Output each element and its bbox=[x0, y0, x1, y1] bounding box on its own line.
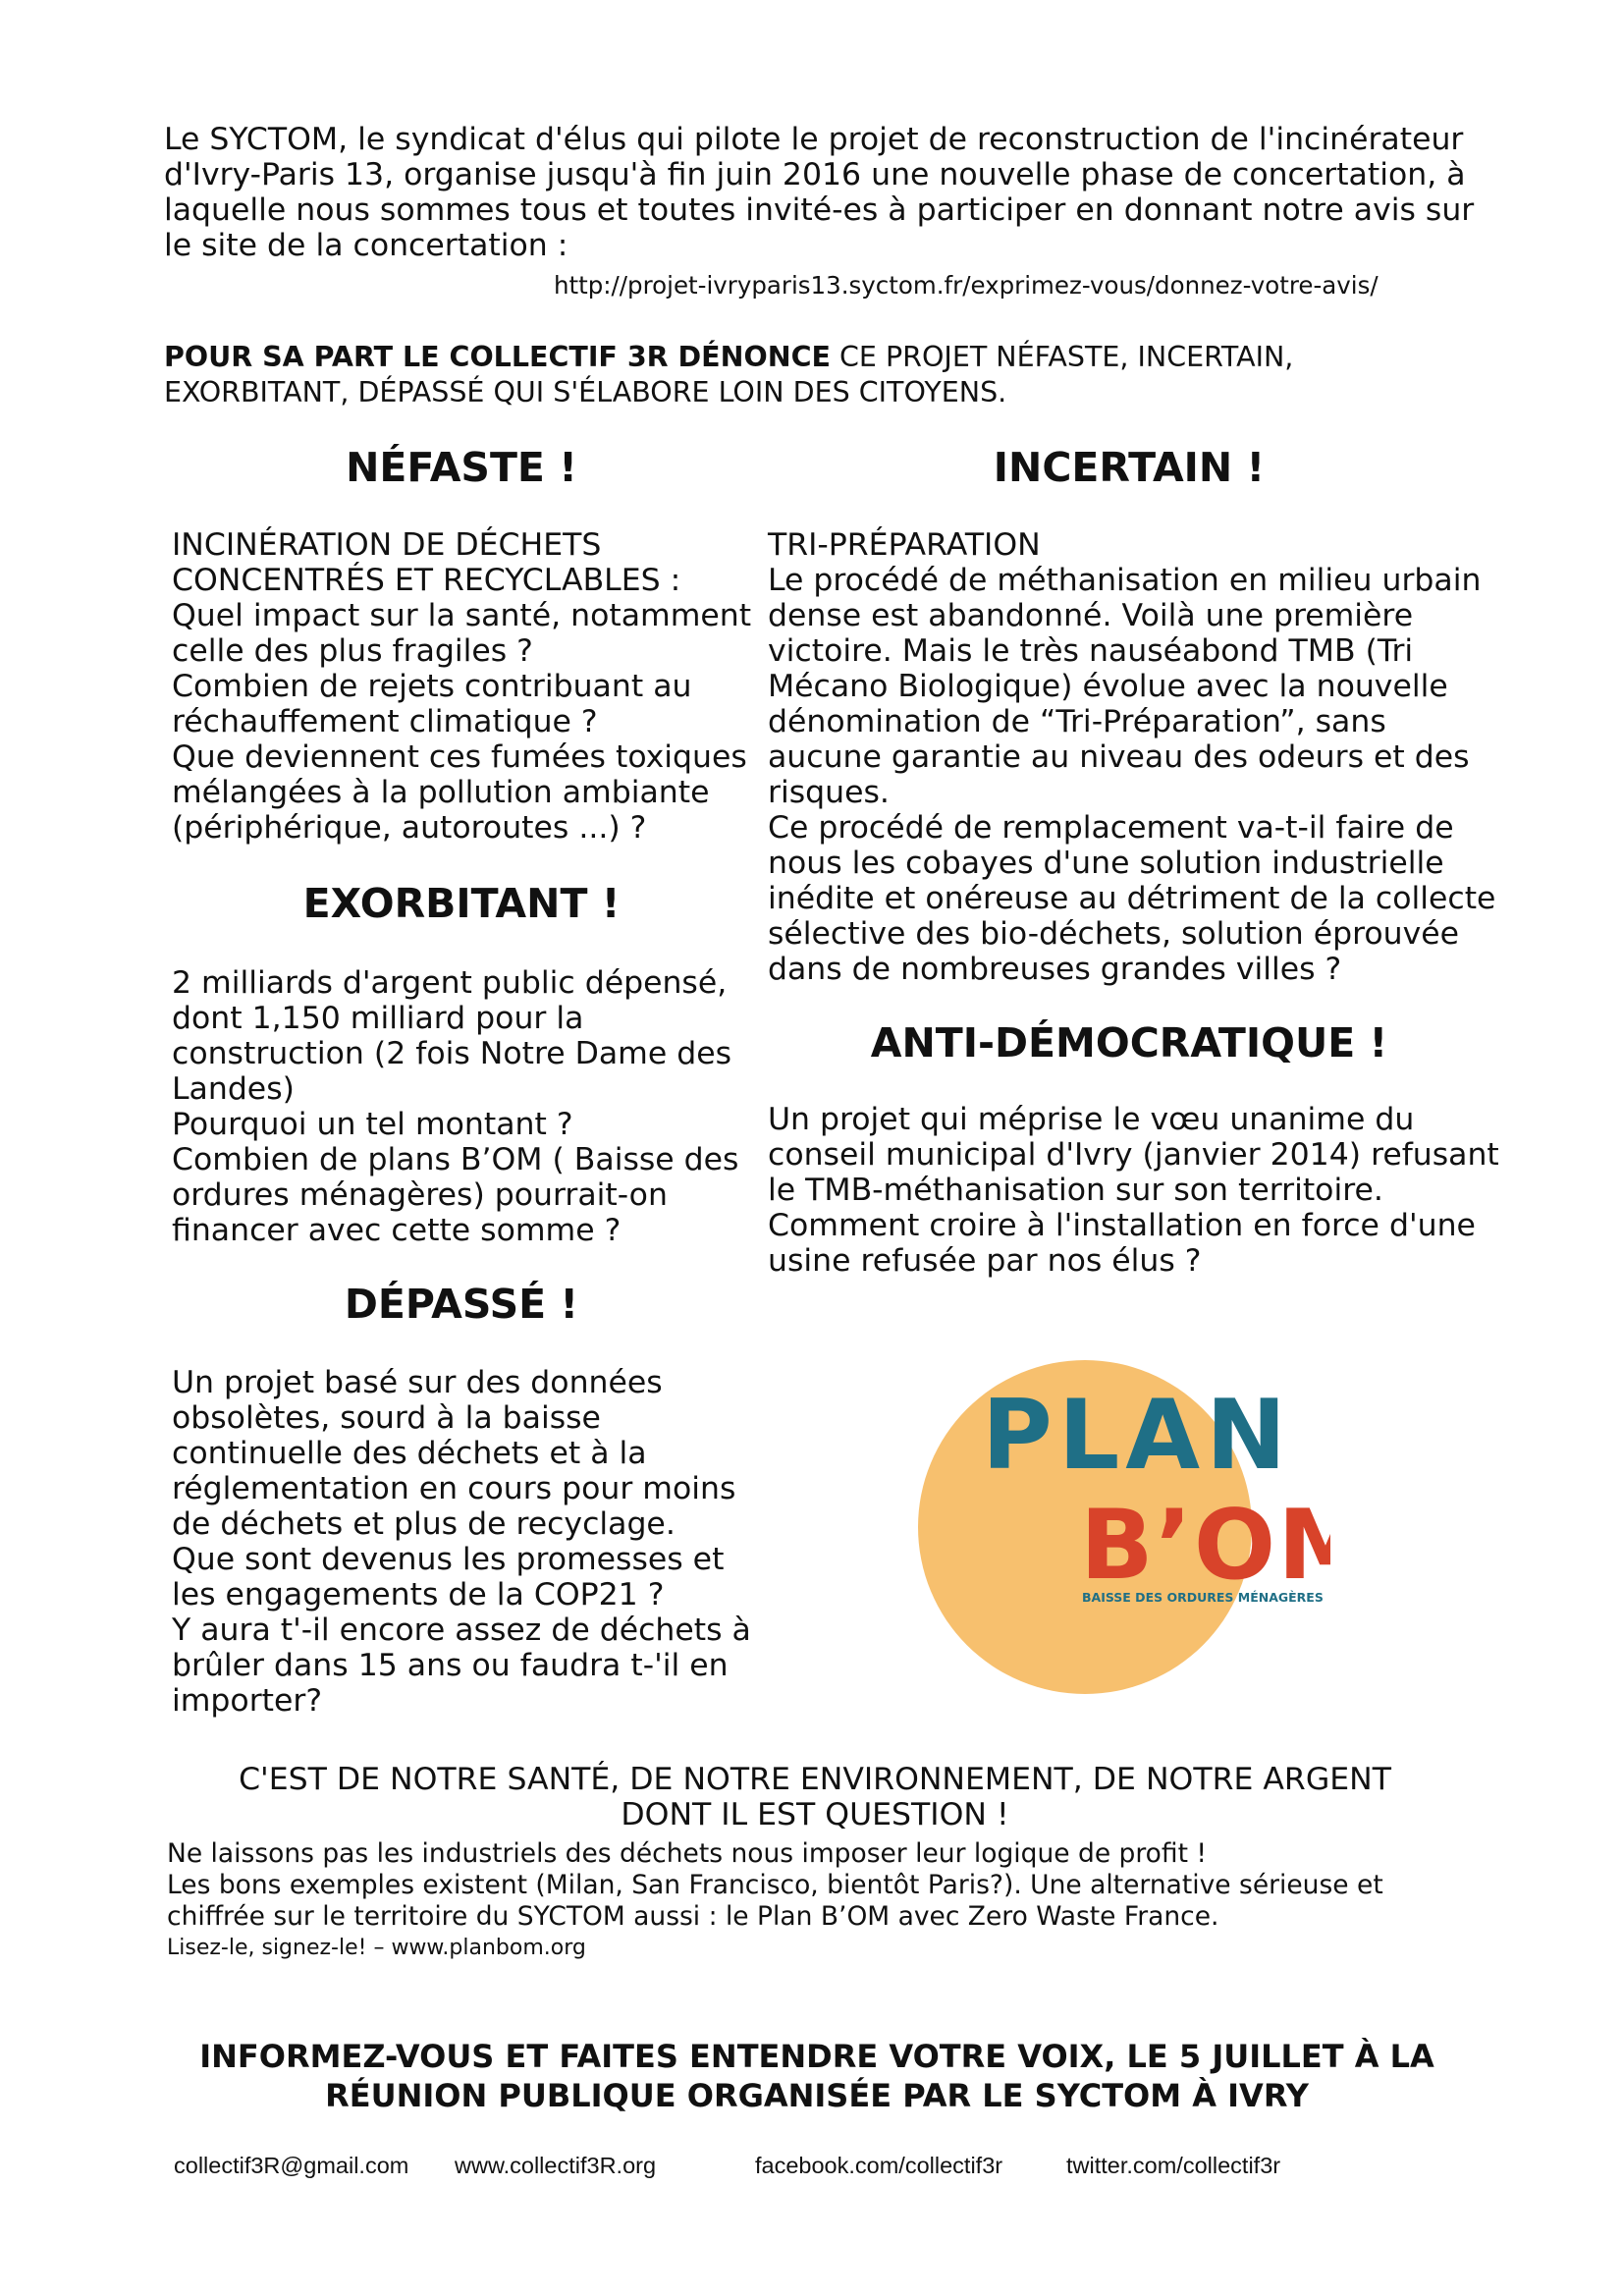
intro-paragraph bbox=[164, 122, 1475, 263]
intro-line: le site de la concertation : bbox=[164, 228, 568, 263]
footer-website[interactable]: www.collectif3R.org bbox=[455, 2153, 657, 2178]
body-line: sélective des bio-déchets, solution éprouvée bbox=[768, 916, 1459, 952]
body-line: nous les cobayes d'une solution industrielle bbox=[768, 846, 1444, 881]
logo-bom-text: B’OM bbox=[1080, 1490, 1330, 1602]
body-line: continuelle des déchets et à la bbox=[172, 1436, 647, 1471]
body-line: aucune garantie au niveau des odeurs et des bbox=[768, 739, 1470, 775]
section-body-nefaste bbox=[172, 527, 751, 846]
body-line: Mécano Biologique) évolue avec la nouvelle bbox=[768, 669, 1448, 704]
body-line: CONCENTRÉS ET RECYCLABLES : bbox=[172, 563, 681, 598]
footer-facebook[interactable]: facebook.com/collectif3r bbox=[755, 2153, 1003, 2178]
body-line: Ce procédé de remplacement va-t-il faire de bbox=[768, 810, 1454, 846]
section-title-antidemocratique: ANTI-DÉMOCRATIQUE ! bbox=[870, 1019, 1388, 1066]
body-line: celle des plus fragiles ? bbox=[172, 633, 533, 669]
footer-email[interactable]: collectif3R@gmail.com bbox=[174, 2153, 409, 2178]
body-line: Le procédé de méthanisation en milieu urbain bbox=[768, 563, 1482, 598]
body-line: Landes) bbox=[172, 1071, 295, 1107]
closing-headline bbox=[167, 1762, 1463, 1832]
call-to-action bbox=[164, 2037, 1470, 2115]
body-line: obsolètes, sourd à la baisse bbox=[172, 1400, 601, 1436]
body-line: dénomination de “Tri-Préparation”, sans bbox=[768, 704, 1386, 739]
body-line: dans de nombreuses grandes villes ? bbox=[768, 952, 1342, 987]
section-title-depasse: DÉPASSÉ ! bbox=[344, 1281, 579, 1328]
body-line: risques. bbox=[768, 775, 890, 810]
logo-plan-text: PLAN bbox=[982, 1380, 1293, 1492]
denonce-statement bbox=[164, 340, 1440, 410]
section-title-exorbitant: EXORBITANT ! bbox=[302, 880, 621, 927]
section-body-exorbitant bbox=[172, 965, 738, 1248]
body-line: Que deviennent ces fumées toxiques bbox=[172, 739, 747, 775]
cta-line2: RÉUNION PUBLIQUE ORGANISÉE PAR LE SYCTOM À IVRY bbox=[325, 2077, 1309, 2114]
intro-line: laquelle nous sommes tous et toutes invité-es à participer en donnant notre avis sur bbox=[164, 192, 1475, 228]
body-line: TRI-PRÉPARATION bbox=[768, 527, 1041, 563]
body-line: usine refusée par nos élus ? bbox=[768, 1243, 1202, 1279]
section-title-incertain: INCERTAIN ! bbox=[993, 444, 1266, 491]
body-line: inédite et onéreuse au détriment de la collecte bbox=[768, 881, 1496, 916]
body-line: financer avec cette somme ? bbox=[172, 1213, 622, 1248]
planbom-link[interactable]: Lisez-le, signez-le! – www.planbom.org bbox=[167, 1936, 586, 1960]
section-title-nefaste: NÉFASTE ! bbox=[346, 444, 577, 491]
closing-line: Les bons exemples existent (Milan, San Francisco, bientôt Paris?). Une alternative sérieuse et bbox=[167, 1870, 1383, 1900]
concertation-url[interactable]: http://projet-ivryparis13.syctom.fr/exprimez-vous/donnez-votre-avis/ bbox=[554, 271, 1379, 300]
body-line: Combien de rejets contribuant au bbox=[172, 669, 692, 704]
body-line: ordures ménagères) pourrait-on bbox=[172, 1177, 668, 1213]
body-line: dont 1,150 milliard pour la bbox=[172, 1001, 584, 1036]
body-line: conseil municipal d'Ivry (janvier 2014) refusant bbox=[768, 1137, 1499, 1173]
body-line: brûler dans 15 ans ou faudra t-'il en bbox=[172, 1648, 729, 1683]
body-line: Un projet basé sur des données bbox=[172, 1365, 663, 1400]
body-line: réchauffement climatique ? bbox=[172, 704, 598, 739]
body-line: mélangées à la pollution ambiante bbox=[172, 775, 710, 810]
closing-headline-line1: C'EST DE NOTRE SANTÉ, DE NOTRE ENVIRONNEMENT, DE NOTRE ARGENT bbox=[239, 1762, 1391, 1797]
cta-line1: INFORMEZ-VOUS ET FAITES ENTENDRE VOTRE VOIX, LE 5 JUILLET À LA bbox=[199, 2038, 1434, 2075]
body-line: Pourquoi un tel montant ? bbox=[172, 1107, 573, 1142]
logo-tagline: BAISSE DES ORDURES MÉNAGÈRES bbox=[1082, 1590, 1324, 1605]
body-line: Y aura t'-il encore assez de déchets à bbox=[172, 1613, 751, 1648]
section-body-antidemocratique bbox=[768, 1102, 1499, 1279]
body-line: victoire. Mais le très nauséabond TMB (Tri bbox=[768, 633, 1414, 669]
denonce-line2: EXORBITANT, DÉPASSÉ QUI S'ÉLABORE LOIN DES CITOYENS. bbox=[164, 376, 1007, 409]
section-body-incertain bbox=[768, 527, 1495, 987]
body-line: Un projet qui méprise le vœu unanime du bbox=[768, 1102, 1415, 1137]
closing-headline-line2: DONT IL EST QUESTION ! bbox=[621, 1797, 1009, 1832]
body-line: de déchets et plus de recyclage. bbox=[172, 1506, 676, 1542]
body-line: le TMB-méthanisation sur son territoire. bbox=[768, 1173, 1383, 1208]
denonce-bold: POUR SA PART LE COLLECTIF 3R DÉNONCE bbox=[164, 341, 831, 373]
body-line: INCINÉRATION DE DÉCHETS bbox=[172, 527, 602, 563]
body-line: construction (2 fois Notre Dame des bbox=[172, 1036, 732, 1071]
footer-twitter[interactable]: twitter.com/collectif3r bbox=[1066, 2153, 1281, 2178]
body-line: les engagements de la COP21 ? bbox=[172, 1577, 665, 1613]
denonce-rest: CE PROJET NÉFASTE, INCERTAIN, bbox=[830, 341, 1294, 373]
closing-line: Ne laissons pas les industriels des déchets nous imposer leur logique de profit ! bbox=[167, 1838, 1208, 1869]
body-line: importer? bbox=[172, 1683, 323, 1719]
body-line: réglementation en cours pour moins bbox=[172, 1471, 736, 1506]
closing-paragraph bbox=[167, 1838, 1383, 1933]
body-line: 2 milliards d'argent public dépensé, bbox=[172, 965, 728, 1001]
intro-line: Le SYCTOM, le syndicat d'élus qui pilote le projet de reconstruction de l'incinérateur bbox=[164, 122, 1464, 157]
body-line: Combien de plans B’OM ( Baisse des bbox=[172, 1142, 739, 1177]
body-line: Quel impact sur la santé, notamment bbox=[172, 598, 752, 633]
intro-line: d'Ivry-Paris 13, organise jusqu'à fin juin 2016 une nouvelle phase de concertation, à bbox=[164, 157, 1466, 192]
body-line: dense est abandonné. Voilà une première bbox=[768, 598, 1414, 633]
body-line: (périphérique, autoroutes ...) ? bbox=[172, 810, 647, 846]
closing-line: chiffrée sur le territoire du SYCTOM aussi : le Plan B’OM avec Zero Waste France. bbox=[167, 1901, 1219, 1932]
plan-bom-logo bbox=[918, 1360, 1330, 1694]
body-line: Que sont devenus les promesses et bbox=[172, 1542, 725, 1577]
section-body-depasse bbox=[172, 1365, 751, 1719]
body-line: Comment croire à l'installation en force d'une bbox=[768, 1208, 1476, 1243]
